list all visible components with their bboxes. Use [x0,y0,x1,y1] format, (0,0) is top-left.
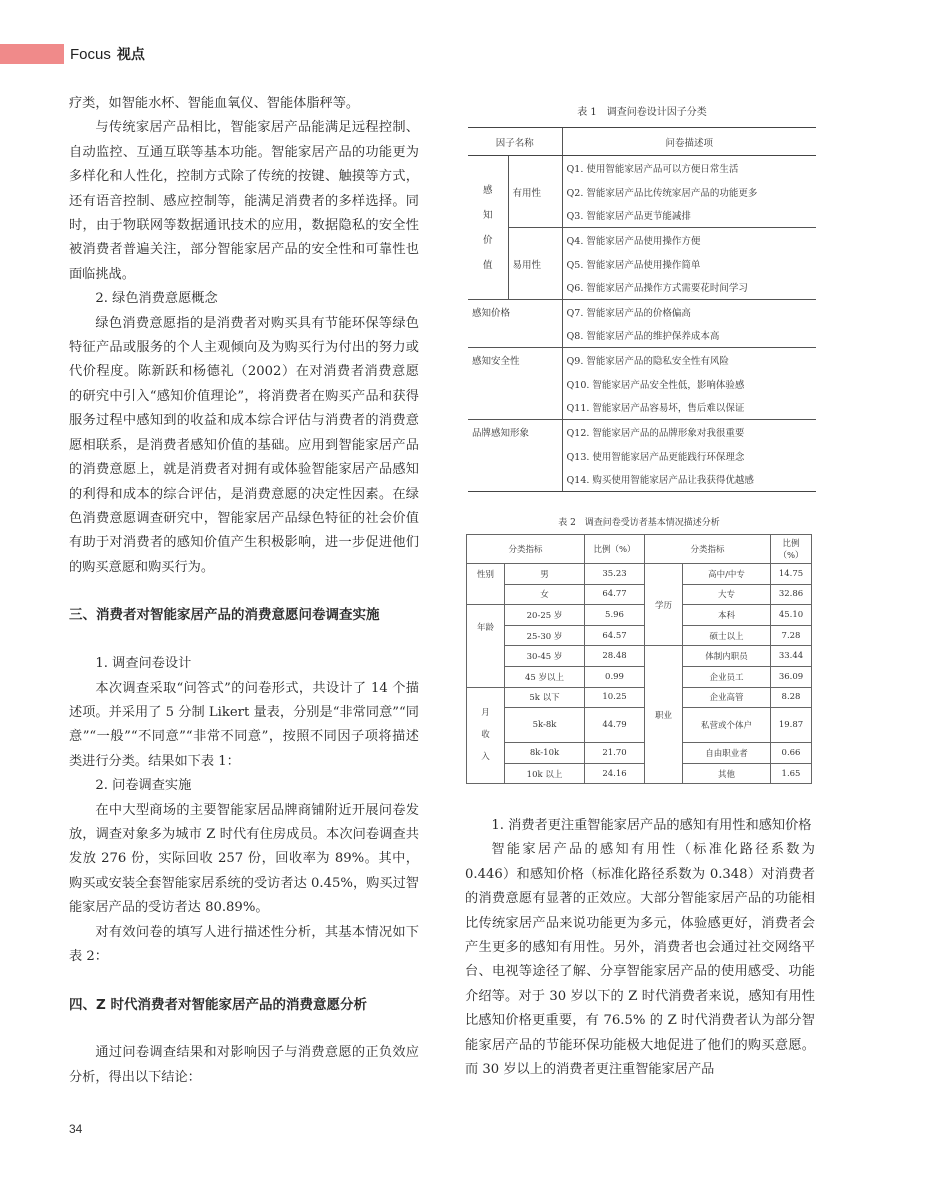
table-header: 比例（%） [585,535,645,564]
header-accent-bar [0,44,64,64]
table-cell: 5.96 [585,605,645,626]
table-cell: 28.48 [585,646,645,667]
table-cell: 7.28 [771,625,812,646]
section-header [70,44,145,64]
table-cell: 45 岁以上 [505,666,585,687]
table-cell: 1.65 [771,763,812,784]
table-cell: 企业员工 [683,666,771,687]
category-label: 学历 [645,564,683,646]
table-cell: 64.77 [585,584,645,605]
table-cell: 5k-8k [505,708,585,743]
table-1-block [468,103,816,492]
table-cell: 其他 [683,763,771,784]
table-cell: 5k 以下 [505,687,585,708]
factor-label: 品牌感知形象 [468,420,562,492]
table-cell: 10.25 [585,687,645,708]
table-cell: 男 [505,564,585,585]
table-cell: 10k 以上 [505,763,585,784]
table-cell: 自由职业者 [683,743,771,764]
table-cell: Q12. 智能家居产品的品牌形象对我很重要 [562,420,816,444]
table-cell: 19.87 [771,708,812,743]
table-cell: 44.79 [585,708,645,743]
factor-sub-label: 易用性 [508,228,562,300]
table-cell: 36.09 [771,666,812,687]
paragraph: 对有效问卷的填写人进行描述性分析，其基本情况如下表 2： [69,924,419,964]
table-cell: Q4. 智能家居产品使用操作方便 [562,228,816,252]
table-header: 分类指标 [645,535,771,564]
table-cell: 大专 [683,584,771,605]
subheading: 1. 调查问卷设计 [95,656,192,672]
factor-label: 感知价格 [468,300,562,348]
table-cell: 体制内职员 [683,646,771,667]
section-heading-4: 四、Z 时代消费者对智能家居产品的消费意愿分析 [69,997,367,1014]
table-cell: 0.66 [771,743,812,764]
subheading: 2. 绿色消费意愿概念 [95,291,218,307]
table-1 [468,127,816,492]
table-cell: 20-25 岁 [505,605,585,626]
table-header: 分类指标 [467,535,585,564]
table-cell: 硕士以上 [683,625,771,646]
section-header-en: Focus [70,46,111,63]
table-cell: 本科 [683,605,771,626]
factor-group-label: 感 知 价 值 [468,156,508,300]
table-cell: Q13. 使用智能家居产品更能践行环保理念 [562,444,816,468]
table-1-caption: 表 1 调查问卷设计因子分类 [577,107,707,118]
section-heading-3: 三、消费者对智能家居产品的消费意愿问卷调查实施 [69,607,380,624]
table-cell: Q1. 使用智能家居产品可以方便日常生活 [562,156,816,180]
table-cell: Q9. 智能家居产品的隐私安全性有风险 [562,348,816,372]
table-cell: Q5. 智能家居产品使用操作简单 [562,252,816,276]
paragraph: 与传统家居产品相比，智能家居产品能满足远程控制、自动监控、互通互联等基本功能。智能家居产品的功能更为多样化和人性化，控制方式除了传统的按键、触摸等方式，还有语音控制、感应控制等，能满足消费者的多样选择。同时，由于物联网等数据通讯技术的应用，数据隐私的安全性被消费者普遍关注，部分智能家居产品的安全性和可靠性也面临挑战。 [69,120,419,282]
factor-sub-label: 有用性 [508,156,562,228]
table-2-caption: 表 2 调查问卷受访者基本情况描述分析 [558,518,720,528]
table-cell: 企业高管 [683,687,771,708]
paragraph: 在中大型商场的主要智能家居品牌商铺附近开展问卷发放，调查对象多为城市 Z 时代有住房成员。本次问卷调查共发放 276 份，实际回收 257 份，回收率为 89%。其中，购买或安装全套智能家居系统的受访者达 0.45%，购买过智能家居产品的受访者达 80.89%。 [69,802,419,916]
table-header: 问卷描述项 [562,128,816,156]
section-header-cn: 视点 [116,46,145,62]
table-cell: 女 [505,584,585,605]
paragraph: 绿色消费意愿指的是消费者对购买具有节能环保等绿色特征产品或服务的个人主观倾向及为购买行为付出的努力或代价程度。陈新跃和杨德礼（2002）在对消费者消费意愿的研究中引入“感知价值理论”，将消费者在购买产品和获得服务过程中感知到的收益和成本综合评估与消费者的消费意愿相联系，是消费者感知价值的基础。应用到智能家居产品的消费意愿上，就是消费者对拥有或体验智能家居产品感知的利得和成本的综合评估，是消费意愿的决定性因素。在绿色消费意愿调查研究中，智能家居产品绿色特征的社会价值有助于对消费者的感知价值产生积极影响，进一步促进他们的购买意愿和购买行为。 [69,315,419,575]
category-label: 月 收 入 [467,687,505,784]
table-cell: 45.10 [771,605,812,626]
table-2 [466,534,812,784]
table-cell: 64.57 [585,625,645,646]
table-cell: 8k-10k [505,743,585,764]
right-text [465,814,815,1082]
table-cell: 33.44 [771,646,812,667]
category-label: 性别 [467,564,505,605]
table-cell: 14.75 [771,564,812,585]
left-column [69,92,419,1090]
category-label: 职业 [645,646,683,784]
table-cell: 35.23 [585,564,645,585]
category-label: 年龄 [467,605,505,687]
table-cell: Q6. 智能家居产品操作方式需要花时间学习 [562,276,816,300]
table-cell: Q11. 智能家居产品容易坏，售后难以保证 [562,396,816,420]
table-cell: 32.86 [771,584,812,605]
table-2-block [466,515,812,784]
table-cell: 私营或个体户 [683,708,771,743]
table-cell: 8.28 [771,687,812,708]
table-cell: Q8. 智能家居产品的维护保养成本高 [562,324,816,348]
table-cell: 高中/中专 [683,564,771,585]
table-cell: Q10. 智能家居产品安全性低，影响体验感 [562,372,816,396]
table-header: 因子名称 [468,128,562,156]
table-cell: Q3. 智能家居产品更节能减排 [562,204,816,228]
table-cell: 24.16 [585,763,645,784]
page-number: 34 [69,1122,83,1136]
paragraph: 通过问卷调查结果和对影响因子与消费意愿的正负效应分析，得出以下结论： [69,1045,419,1085]
table-header: 比例（%） [771,535,812,564]
table-cell: Q7. 智能家居产品的价格偏高 [562,300,816,324]
table-cell: Q2. 智能家居产品比传统家居产品的功能更多 [562,180,816,204]
table-row [468,156,816,180]
table-cell: Q14. 购买使用智能家居产品让我获得优越感 [562,468,816,492]
subheading: 1. 消费者更注重智能家居产品的感知有用性和感知价格 [491,818,812,833]
factor-label: 感知安全性 [468,348,562,420]
paragraph: 疗类，如智能水杯、智能血氧仪、智能体脂秤等。 [69,96,360,111]
table-cell: 25-30 岁 [505,625,585,646]
paragraph: 本次调查采取“问答式”的问卷形式，共设计了 14 个描述项。并采用了 5 分制 Likert 量表，分别是“非常同意”“同意”“一般”“不同意”“非常不同意”，按照不同因子项将描述类进行分类。结果如下表 1： [69,680,419,769]
subheading: 2. 问卷调查实施 [95,778,192,794]
table-cell: 30-45 岁 [505,646,585,667]
table-cell: 21.70 [585,743,645,764]
paragraph: 智能家居产品的感知有用性（标准化路径系数为 0.446）和感知价格（标准化路径系数为 0.348）对消费者的消费意愿有显著的正效应。大部分智能家居产品的功能相比传统家居产品来说功能更为多元，体验感更好，消费者会产生更多的感知有用性。另外，消费者也会通过社交网络平台、电视等途径了解、分享智能家居产品的使用感受、功能介绍等。对于 30 岁以下的 Z 时代消费者来说，感知有用性比感知价格更重要，有 76.5% 的 Z 时代消费者认为部分智能家居产品的节能环保功能极大地促进了他们的购买意愿。而 30 岁以上的消费者更注重智能家居产品 [465,842,815,1078]
table-cell: 0.99 [585,666,645,687]
